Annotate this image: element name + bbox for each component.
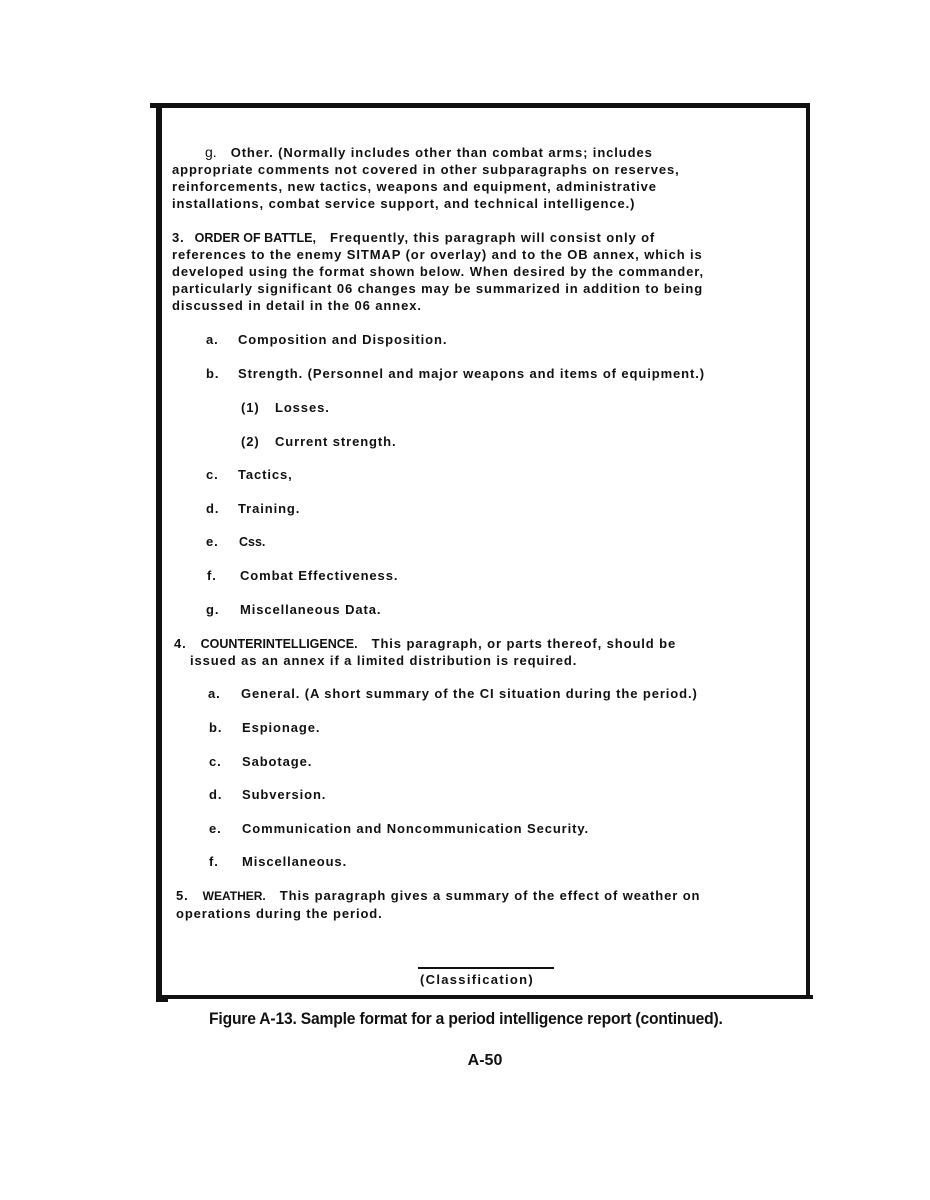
list-item: (1) Losses. [241, 400, 330, 415]
paragraph-5-heading: WEATHER. [202, 889, 266, 903]
figure-caption: Figure A-13. Sample format for a period intelligence report (continued). [209, 1009, 723, 1028]
border-right [806, 106, 810, 999]
paragraph-g-label: g. [205, 144, 217, 160]
border-top [150, 103, 810, 108]
paragraph-g-line: appropriate comments not covered in other subparagraphs on reserves, [172, 162, 680, 177]
list-item: a. Composition and Disposition. [206, 332, 448, 347]
page-number: A-50 [467, 1052, 503, 1069]
paragraph-3-line: references to the enemy SITMAP (or overlay) and to the OB annex, which is [172, 247, 703, 262]
list-item: c. Sabotage. [209, 754, 313, 769]
paragraph-3-line: particularly significant 06 changes may be summarized in addition to being [172, 281, 704, 296]
classification-label: (Classification) [420, 972, 534, 987]
paragraph-3-line: 3. ORDER OF BATTLE, Frequently, this paragraph will consist only of [172, 230, 656, 245]
paragraph-5-line: operations during the period. [176, 906, 383, 921]
list-item: d. Training. [206, 501, 301, 516]
list-item: (2) Current strength. [241, 434, 397, 449]
paragraph-4 [174, 635, 794, 669]
paragraph-g-line: installations, combat service support, and technical intelligence.) [172, 196, 636, 211]
paragraph-5-number: 5. [176, 888, 189, 903]
border-left [156, 106, 162, 999]
list-item: g. Miscellaneous Data. [206, 602, 382, 617]
paragraph-3-line: discussed in detail in the 06 annex. [172, 298, 422, 313]
list-item: f. Combat Effectiveness. [207, 568, 399, 583]
paragraph-5-line: 5. WEATHER. This paragraph gives a summary of the effect of weather on [176, 888, 701, 903]
paragraph-4-line: issued as an annex if a limited distribution is required. [190, 653, 578, 668]
list-item: d. Subversion. [209, 787, 327, 802]
paragraph-3-number: 3. [172, 230, 185, 245]
list-item: b. Espionage. [209, 720, 321, 735]
paragraph-3-heading: ORDER OF BATTLE, [194, 231, 316, 245]
list-item: e. Communication and Noncommunication Security. [209, 821, 590, 836]
paragraph-4-heading: COUNTERINTELLIGENCE. [200, 637, 358, 651]
list-item: e. Css. [206, 534, 266, 549]
classification-rule [418, 967, 554, 969]
list-item: a. General. (A short summary of the CI situation during the period.) [208, 686, 698, 701]
paragraph-4-line: 4. COUNTERINTELLIGENCE. This paragraph, or parts thereof, should be [174, 636, 677, 651]
paragraph-4-number: 4. [174, 636, 187, 651]
paragraph-5 [176, 887, 796, 922]
border-corner-mark [156, 996, 168, 1002]
list-item: c. Tactics, [206, 467, 293, 482]
paragraph-3-line: developed using the format shown below. When desired by the commander, [172, 264, 705, 279]
list-item: b. Strength. (Personnel and major weapons and items of equipment.) [206, 366, 705, 381]
paragraph-3 [172, 229, 792, 314]
paragraph-g-line: g. Other. (Normally includes other than combat arms; includes [205, 144, 653, 160]
paragraph-g-line: reinforcements, new tactics, weapons and equipment, administrative [172, 179, 657, 194]
border-bottom [156, 995, 813, 999]
list-item: f. Miscellaneous. [209, 854, 348, 869]
paragraph-g [172, 144, 792, 212]
